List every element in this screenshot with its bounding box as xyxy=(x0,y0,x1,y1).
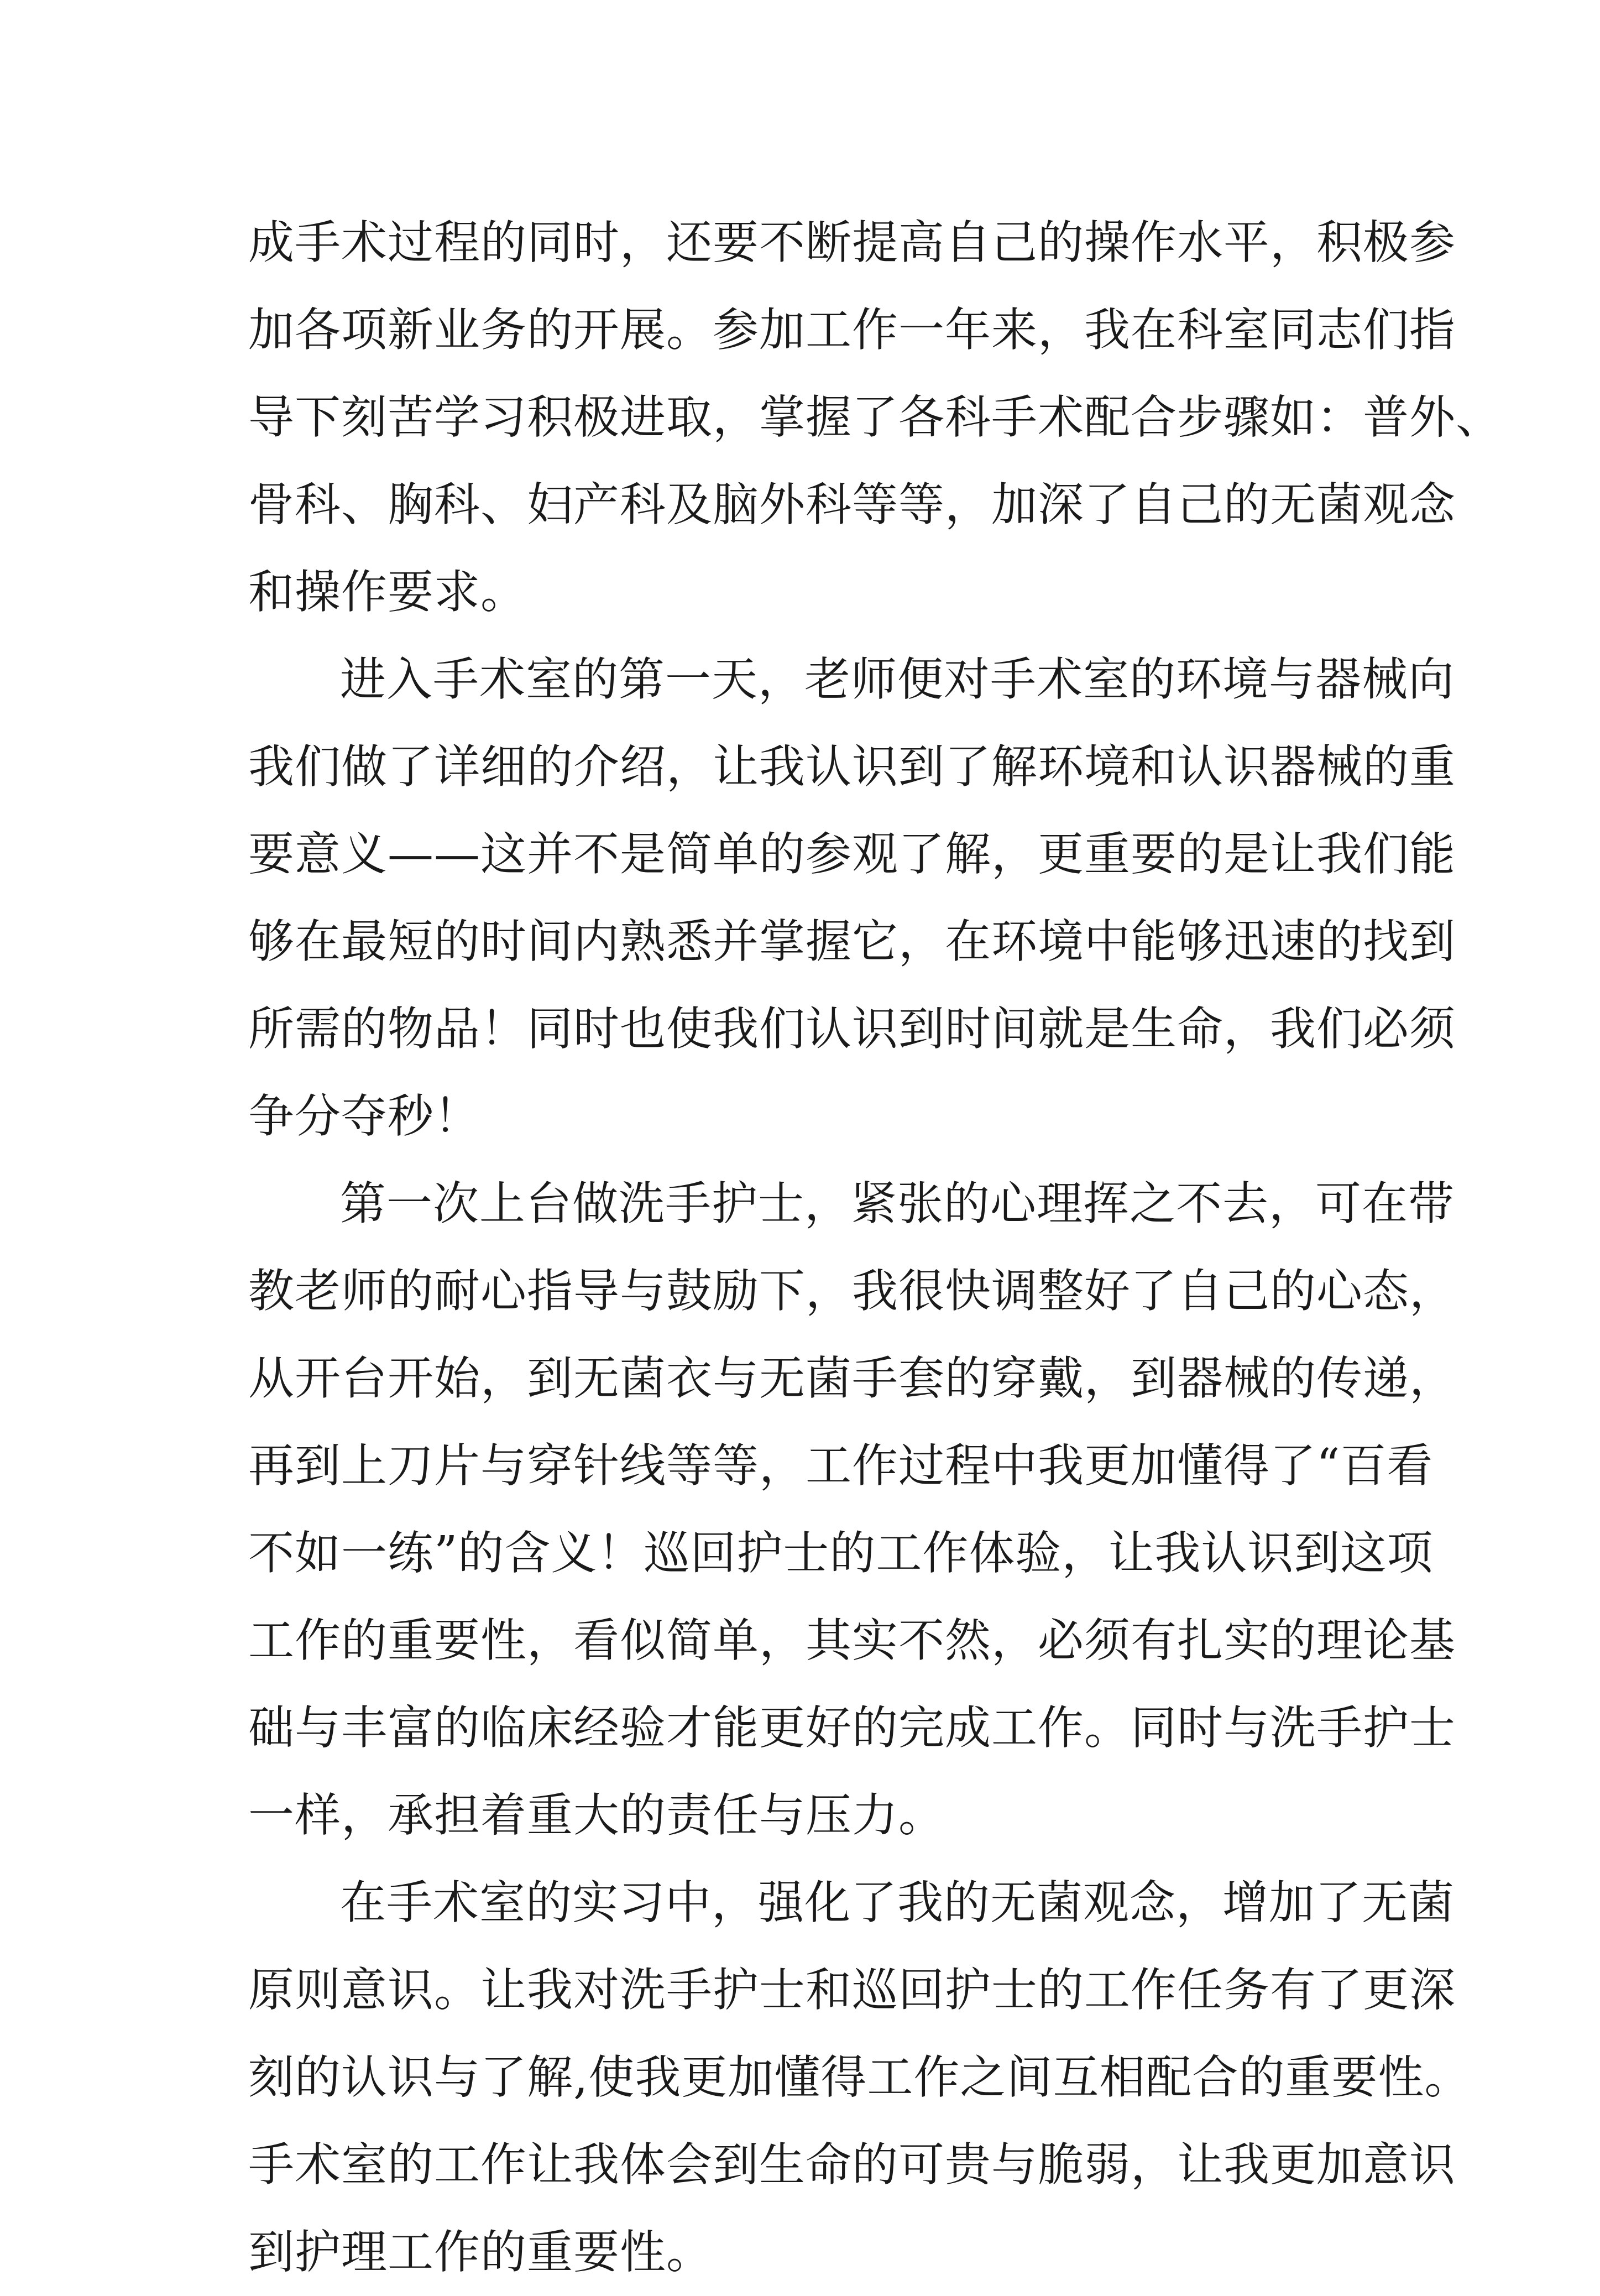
text-line: 不如一练”的含义！巡回护士的工作体验，让我认识到这项 xyxy=(248,1526,1434,1580)
text-line: 手术室的工作让我体会到生命的可贵与脆弱，让我更加意识 xyxy=(248,2138,1456,2191)
text-line: 一样，承担着重大的责任与压力。 xyxy=(248,1788,945,1842)
text-line: 到护理工作的重要性。 xyxy=(248,2225,713,2279)
document-body xyxy=(248,199,1502,2296)
text-line: 础与丰富的临床经验才能更好的完成工作。同时与洗手护士 xyxy=(248,1701,1456,1755)
text-line: 够在最短的时间内熟悉并掌握它，在环境中能够迅速的找到 xyxy=(248,915,1456,968)
text-line: 在手术室的实习中，强化了我的无菌观念，增加了无菌 xyxy=(340,1876,1455,1929)
text-line: 教老师的耐心指导与鼓励下，我很快调整好了自己的心态， xyxy=(248,1264,1456,1318)
text-line: 我们做了详细的介绍，让我认识到了解环境和认识器械的重 xyxy=(248,740,1456,794)
text-line: 所需的物品！同时也使我们认识到时间就是生命，我们必须 xyxy=(248,1002,1456,1056)
text-line: 原则意识。让我对洗手护士和巡回护士的工作任务有了更深 xyxy=(248,1963,1456,2017)
text-line: 刻的认识与了解,使我更加懂得工作之间互相配合的重要性。 xyxy=(248,2050,1471,2104)
text-line: 第一次上台做洗手护士，紧张的心理挥之不去，可在带 xyxy=(340,1177,1455,1230)
text-line: 和操作要求。 xyxy=(248,565,527,619)
text-line: 从开台开始，到无菌衣与无菌手套的穿戴，到器械的传递， xyxy=(248,1351,1456,1405)
text-line: 导下刻苦学习积极进取，掌握了各科手术配合步骤如：普外、 xyxy=(248,390,1502,444)
text-line: 争分夺秒！ xyxy=(248,1089,480,1143)
text-line: 加各项新业务的开展。参加工作一年来，我在科室同志们指 xyxy=(248,303,1456,357)
text-line: 骨科、胸科、妇产科及脑外科等等，加深了自己的无菌观念 xyxy=(248,478,1456,531)
text-line: 要意义——这并不是简单的参观了解，更重要的是让我们能 xyxy=(248,827,1456,881)
text-line: 工作的重要性，看似简单，其实不然，必须有扎实的理论基 xyxy=(248,1614,1456,1667)
text-line: 再到上刀片与穿针线等等，工作过程中我更加懂得了“百看 xyxy=(248,1439,1434,1493)
text-line: 进入手术室的第一天，老师便对手术室的环境与器械向 xyxy=(340,653,1455,706)
text-line: 成手术过程的同时，还要不断提高自己的操作水平，积极参 xyxy=(248,216,1456,269)
